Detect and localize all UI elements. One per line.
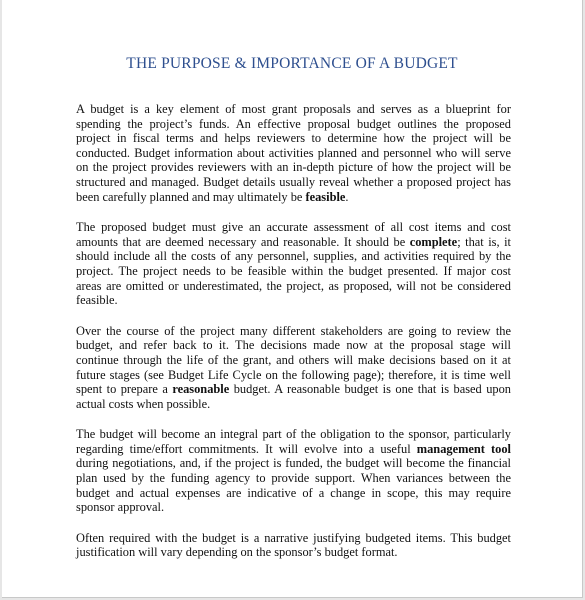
bold-term-complete: complete bbox=[409, 234, 458, 249]
paragraph-text: ; that is, it should include all the costs of any personnel, supplies, and activities required by the project. The project needs to be feasible within the budget presented. If major cost areas are omitted or underestimated, the project, as proposed, will not be considered feasible. bbox=[76, 234, 511, 308]
paragraph-4 bbox=[76, 427, 511, 515]
bold-term-feasible: feasible bbox=[305, 189, 346, 204]
paragraph-text: budget. A reasonable budget is one that is based upon actual costs when possible. bbox=[76, 382, 511, 411]
paragraph-5 bbox=[76, 531, 511, 560]
page-title: THE PURPOSE & IMPORTANCE OF A BUDGET bbox=[126, 55, 458, 72]
paragraph-3 bbox=[76, 324, 511, 412]
paragraph-text: The proposed budget must give an accurate assessment of all cost items and cost amounts that are deemed necessary and reasonable. It should be bbox=[76, 220, 511, 249]
paragraph-text: Over the course of the project many different stakeholders are going to review the budget, and refer back to it. The decisions made now at the proposal stage will continue through the life of the grant, and others will make decisions based on it at future stages (see Budget Life Cycle on the following page); therefore, it is time well spent to prepare a bbox=[76, 323, 511, 397]
document-page bbox=[2, 0, 583, 598]
document-body bbox=[76, 102, 511, 576]
bold-term-reasonable: reasonable bbox=[172, 382, 230, 397]
paragraph-text: The budget will become an integral part of the obligation to the sponsor, particularly regarding time/effort commitments. It will evolve into a useful bbox=[76, 427, 511, 456]
bold-term-management-tool: management tool bbox=[416, 441, 511, 456]
paragraph-2 bbox=[76, 220, 511, 308]
paragraph-text: A budget is a key element of most grant proposals and serves as a blueprint for spending the project’s funds. An effective proposal budget outlines the proposed project in fiscal terms and helps reviewers to determine how the project will be conducted. Budget information about activities planned and personnel who will serve on the project provides reviewers with an in-depth picture of how the project will be structured and managed. Budget details usually reveal whether a proposed project has been carefully planned and may ultimately be bbox=[76, 102, 511, 204]
paragraph-text: . bbox=[345, 189, 349, 204]
paragraph-text: during negotiations, and, if the project is funded, the budget will become the financial plan used by the funding agency to provide support. When variances between the budget and actual expenses are indicative of a change in scope, this may require sponsor approval. bbox=[76, 456, 511, 515]
paragraph-1 bbox=[76, 102, 511, 204]
paragraph-text: Often required with the budget is a narrative justifying budgeted items. This budget justification will vary depending on the sponsor’s budget format. bbox=[76, 530, 511, 560]
